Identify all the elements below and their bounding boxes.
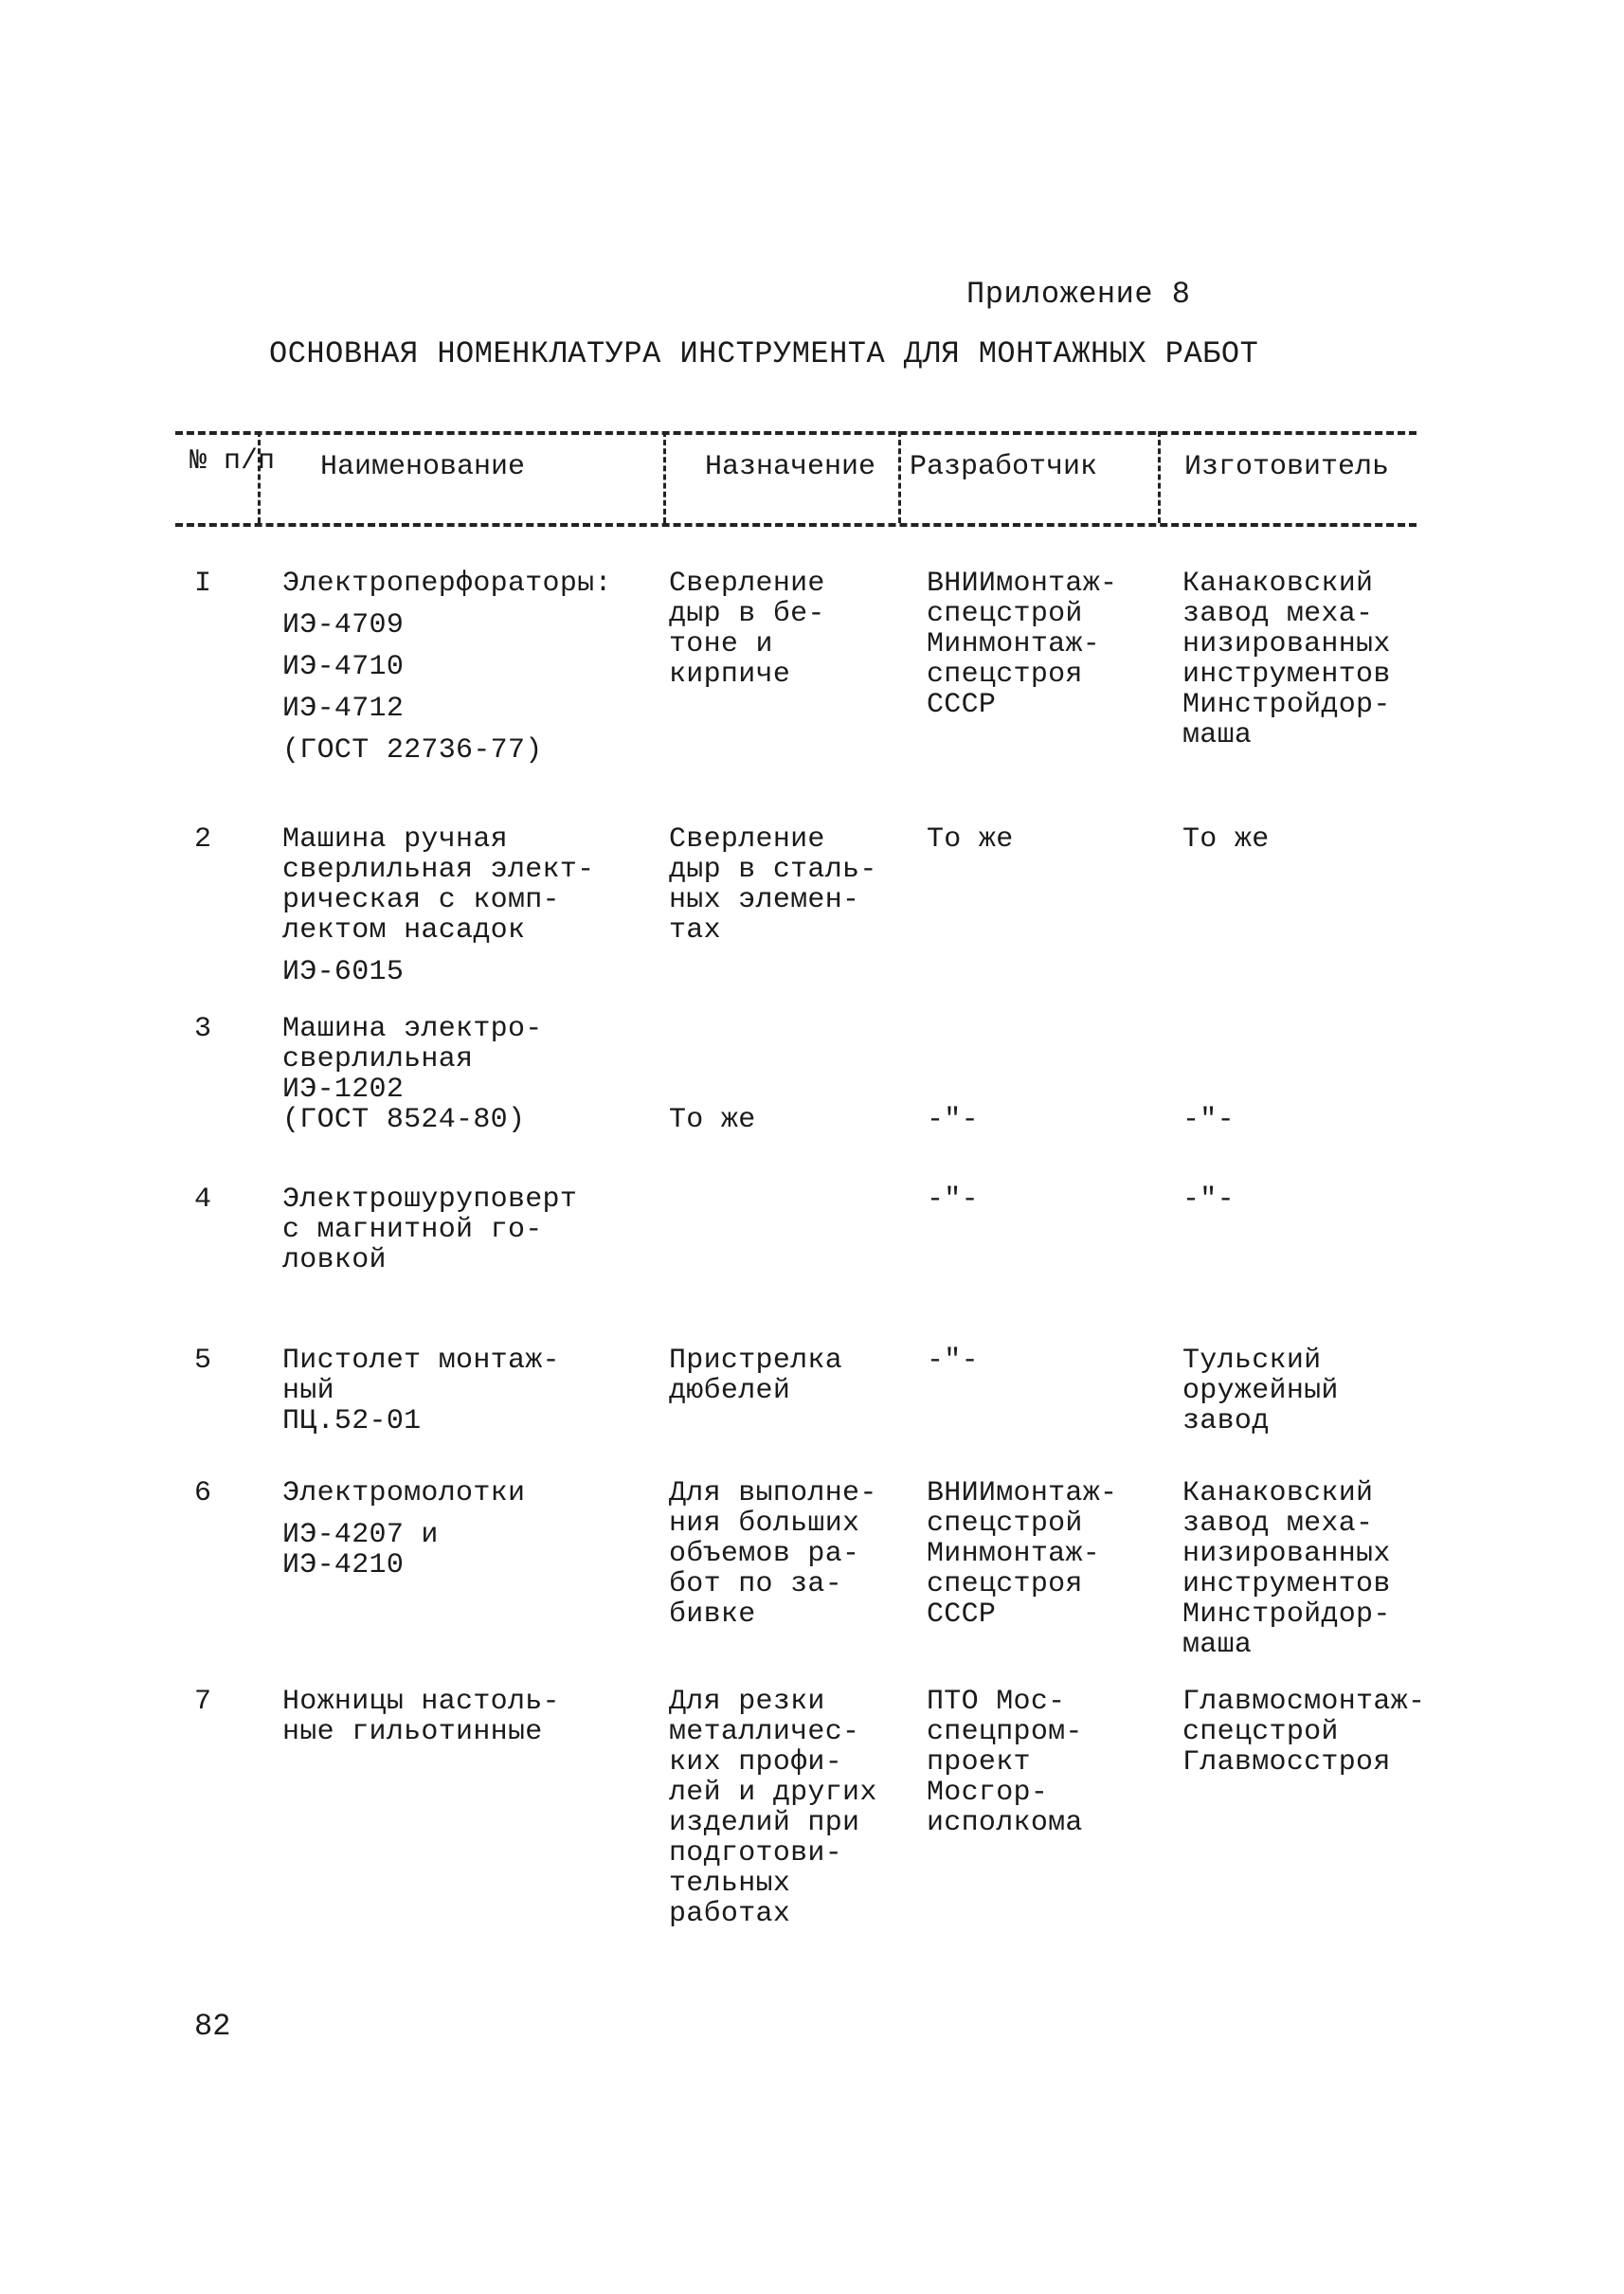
row-manufacturer-line: низированных	[1182, 628, 1391, 660]
row-developer-line: -"-	[927, 1104, 979, 1136]
header-name: Наименование	[320, 451, 526, 483]
row-name-line: с магнитной го-	[282, 1214, 543, 1246]
row-name-line: сверлильная элект-	[282, 854, 595, 886]
row-purpose-line: дюбелей	[669, 1375, 791, 1407]
row-purpose	[669, 1687, 877, 1929]
row-purpose-line: ния больших	[669, 1508, 860, 1540]
row-purpose-line: работах	[669, 1898, 791, 1930]
row-purpose-line: бот по за-	[669, 1568, 843, 1600]
row-number-line: 3	[194, 1013, 212, 1045]
row-manufacturer-line: Тульский	[1182, 1345, 1322, 1377]
row-developer-line: СССР	[927, 689, 997, 721]
row-purpose	[669, 569, 825, 690]
row-name-line: Машина ручная	[282, 823, 508, 856]
row-manufacturer-line: То же	[1182, 823, 1270, 856]
row-developer-line: спецстрой	[927, 1508, 1083, 1540]
row-number-line: 4	[194, 1183, 212, 1216]
row-developer	[927, 569, 1117, 720]
row-developer-line: ВНИИмонтаж-	[927, 1477, 1118, 1509]
row-developer-line: проект	[927, 1746, 1031, 1779]
row-purpose-line: тах	[669, 914, 721, 947]
row-developer	[927, 1346, 979, 1376]
row-purpose-line: То же	[669, 1104, 756, 1136]
row-manufacturer	[1182, 1014, 1235, 1135]
row-manufacturer-line: завод	[1182, 1405, 1270, 1437]
row-purpose-line: Сверление	[669, 823, 825, 856]
row-purpose-line: ных элемен-	[669, 884, 860, 916]
row-number	[194, 1014, 211, 1044]
row-manufacturer-line: инструментов	[1182, 1568, 1391, 1600]
row-name-line: ные гильотинные	[282, 1716, 543, 1748]
row-developer-line: исполкома	[927, 1807, 1083, 1839]
row-name-line: ИЭ-4710	[282, 651, 405, 683]
row-developer-line: Мосгор-	[927, 1777, 1049, 1809]
row-purpose	[669, 1346, 842, 1406]
row-purpose-line: Пристрелка	[669, 1345, 843, 1377]
row-name-line: сверлильная	[282, 1043, 474, 1075]
row-purpose-line	[669, 1044, 756, 1075]
row-name-line: ИЭ-4207 и	[282, 1519, 439, 1551]
row-developer-line: спецстроя	[927, 1568, 1083, 1600]
header-manufacturer: Изготовитель	[1184, 451, 1390, 483]
appendix-label: Приложение 8	[966, 277, 1191, 312]
row-developer	[927, 1014, 979, 1135]
row-name	[282, 1014, 543, 1135]
row-manufacturer-line: оружейный	[1182, 1375, 1339, 1407]
row-purpose-line: Сверление	[669, 568, 825, 600]
row-manufacturer-line: завод меха-	[1182, 1508, 1374, 1540]
row-developer	[927, 1687, 1083, 1838]
row-purpose-line: подготови-	[669, 1837, 843, 1870]
row-manufacturer-line: маша	[1182, 719, 1253, 751]
row-number	[194, 569, 211, 599]
row-developer-line: -"-	[927, 1183, 979, 1216]
row-manufacturer-line: Главмосмонтаж-	[1182, 1686, 1426, 1718]
row-name	[282, 1687, 560, 1747]
row-name	[282, 1184, 577, 1275]
row-name-line: (ГОСТ 22736-77)	[282, 734, 543, 767]
row-name-line: ИЭ-4210	[282, 1549, 405, 1581]
row-number-line: 5	[194, 1345, 212, 1377]
row-manufacturer	[1182, 824, 1270, 855]
row-developer-line: Минмонтаж-	[927, 628, 1101, 660]
row-manufacturer-line: спецстрой	[1182, 1716, 1339, 1748]
row-name-line: Электрошуруповерт	[282, 1183, 578, 1216]
row-developer-line	[927, 1044, 979, 1075]
row-number-line: 7	[194, 1686, 212, 1718]
row-purpose-line	[669, 1014, 756, 1044]
header-number: № п/п	[189, 445, 276, 478]
row-manufacturer-line: Канаковский	[1182, 568, 1374, 600]
row-manufacturer	[1182, 1184, 1235, 1215]
row-name-line: ПЦ.52-01	[282, 1405, 422, 1437]
row-name	[282, 569, 612, 766]
row-developer-line: СССР	[927, 1599, 997, 1631]
row-name-line: рическая с комп-	[282, 884, 560, 916]
row-manufacturer	[1182, 1346, 1339, 1436]
row-developer-line: ВНИИмонтаж-	[927, 568, 1118, 600]
row-manufacturer-line: Канаковский	[1182, 1477, 1374, 1509]
row-name-line: ИЭ-4709	[282, 609, 405, 641]
row-manufacturer	[1182, 1478, 1391, 1660]
row-developer-line: спецстрой	[927, 598, 1083, 630]
row-developer-line: ПТО Мос-	[927, 1686, 1066, 1718]
page-number: 82	[194, 2009, 231, 2044]
row-manufacturer-line	[1182, 1075, 1235, 1105]
row-developer	[927, 1478, 1117, 1630]
row-developer	[927, 824, 1014, 855]
row-purpose-line: лей и других	[669, 1777, 877, 1809]
row-name-line: Электромолотки	[282, 1477, 526, 1509]
row-name-line: ИЭ-4712	[282, 693, 405, 725]
row-name-line: ный	[282, 1375, 334, 1407]
row-purpose-line: металличес-	[669, 1716, 860, 1748]
row-purpose-line: дыр в бе-	[669, 598, 825, 630]
row-purpose-line: Для выполне-	[669, 1477, 877, 1509]
row-name-line: Ножницы настоль-	[282, 1686, 560, 1718]
row-number-line: 2	[194, 823, 212, 856]
row-manufacturer-line: завод меха-	[1182, 598, 1374, 630]
row-number-line: 6	[194, 1477, 212, 1509]
row-manufacturer	[1182, 569, 1391, 750]
row-manufacturer-line	[1182, 1044, 1235, 1075]
row-name	[282, 1346, 560, 1436]
row-purpose-line: Для резки	[669, 1686, 825, 1718]
row-name-line: лектом насадок	[282, 914, 526, 947]
row-purpose-line: изделий при	[669, 1807, 860, 1839]
row-developer-line: спецпром-	[927, 1716, 1083, 1748]
row-name-line: Машина электро-	[282, 1013, 543, 1045]
row-developer	[927, 1184, 979, 1215]
row-name-line: ИЭ-6015	[282, 956, 405, 988]
row-number-line: I	[194, 568, 212, 600]
row-purpose-line	[669, 1075, 756, 1105]
row-manufacturer-line: -"-	[1182, 1104, 1235, 1136]
row-developer-line: -"-	[927, 1345, 979, 1377]
row-manufacturer-line: низированных	[1182, 1538, 1391, 1570]
row-developer-line	[927, 1075, 979, 1105]
row-purpose-line: тельных	[669, 1868, 791, 1900]
row-purpose	[669, 1014, 756, 1135]
row-purpose-line: объемов ра-	[669, 1538, 860, 1570]
row-purpose-line: кирпиче	[669, 659, 791, 691]
row-developer-line: Минмонтаж-	[927, 1538, 1101, 1570]
row-purpose-line: дыр в сталь-	[669, 854, 877, 886]
row-manufacturer-line: маша	[1182, 1629, 1253, 1661]
row-name-line: ловкой	[282, 1244, 387, 1276]
row-manufacturer	[1182, 1687, 1425, 1778]
row-name-line: ИЭ-1202	[282, 1074, 405, 1106]
row-purpose	[669, 1478, 877, 1630]
row-manufacturer-line: -"-	[1182, 1183, 1235, 1216]
row-number	[194, 1478, 211, 1508]
row-number	[194, 1184, 211, 1215]
row-name-line: Пистолет монтаж-	[282, 1345, 560, 1377]
row-manufacturer-line: Минстройдор-	[1182, 689, 1391, 721]
row-name	[282, 824, 594, 987]
row-purpose-line: ких профи-	[669, 1746, 843, 1779]
row-manufacturer-line: инструментов	[1182, 659, 1391, 691]
row-name-line: (ГОСТ 8524-80)	[282, 1104, 526, 1136]
row-developer-line	[927, 1014, 979, 1044]
row-developer-line: То же	[927, 823, 1014, 856]
header-purpose: Назначение	[705, 451, 876, 483]
row-manufacturer-line: Минстройдор-	[1182, 1599, 1391, 1631]
row-purpose-line: бивке	[669, 1599, 756, 1631]
row-purpose-line: тоне и	[669, 628, 773, 660]
row-number	[194, 1687, 211, 1717]
row-name-line: Электроперфораторы:	[282, 568, 612, 600]
row-manufacturer-line: Главмосстроя	[1182, 1746, 1391, 1779]
row-number	[194, 824, 211, 855]
document-title: ОСНОВНАЯ НОМЕНКЛАТУРА ИНСТРУМЕНТА ДЛЯ МОНТАЖНЫХ РАБОТ	[269, 336, 1259, 371]
row-purpose	[669, 824, 877, 946]
row-developer-line: спецстроя	[927, 659, 1083, 691]
header-developer: Разработчик	[910, 451, 1098, 483]
row-name	[282, 1478, 525, 1581]
row-number	[194, 1346, 211, 1376]
row-manufacturer-line	[1182, 1014, 1235, 1044]
